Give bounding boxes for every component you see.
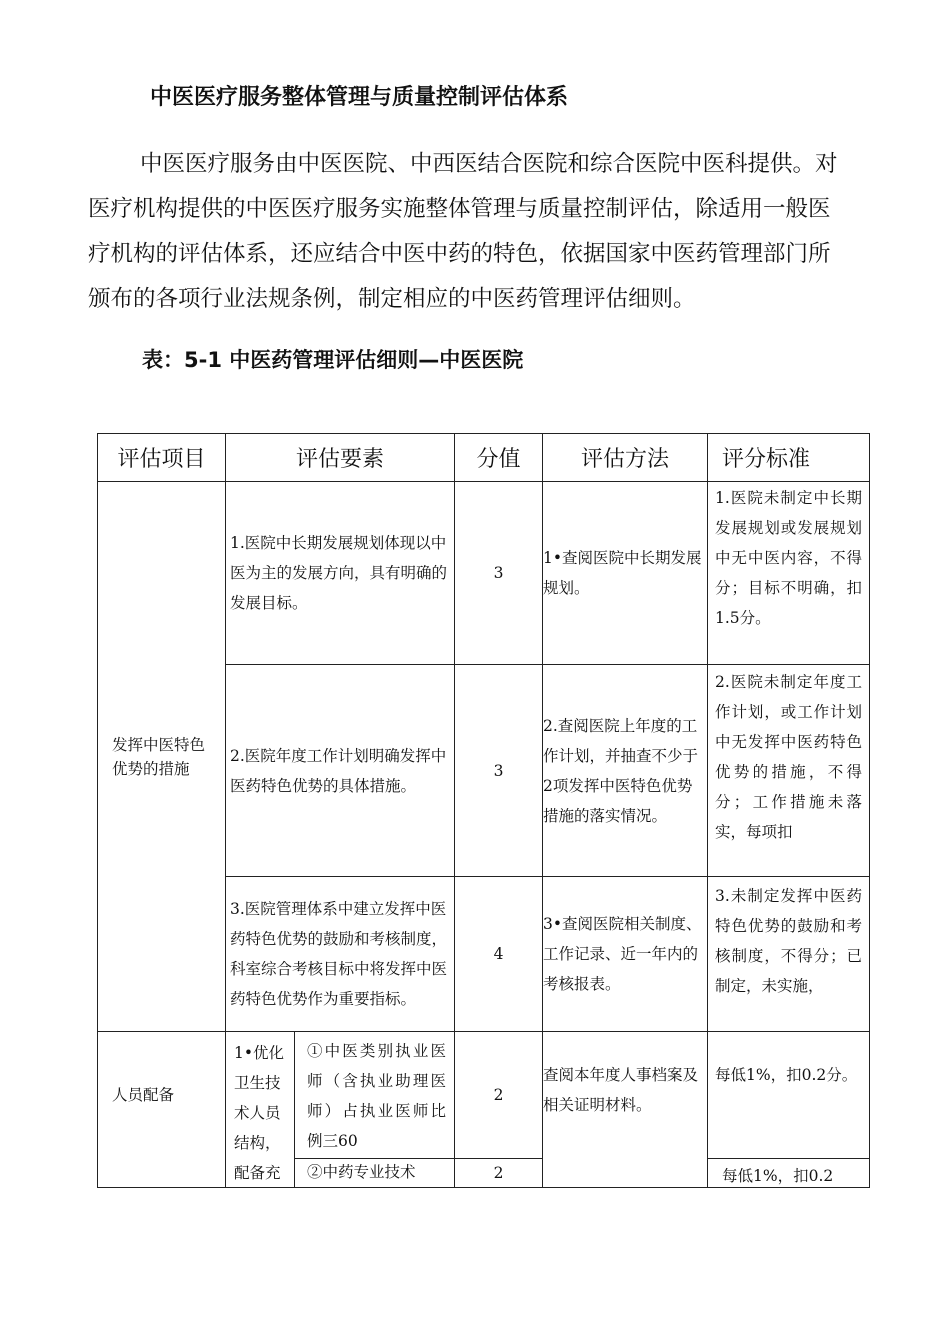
method-text: 查阅本年度人事档案及相关证明材料。	[543, 1066, 699, 1114]
element-main-cell	[226, 1032, 295, 1188]
score-cell: 2	[455, 1032, 543, 1159]
score-cell: 2	[455, 1159, 543, 1188]
standard-text: 每低1%，扣0.2	[722, 1167, 834, 1185]
method-cell	[543, 877, 708, 1032]
item-label: 人员配备	[112, 1085, 175, 1104]
standard-text: 每低1%，扣0.2分。	[715, 1066, 858, 1084]
standard-cell	[708, 1032, 870, 1159]
header-method: 评估方法	[543, 434, 708, 482]
evaluation-table	[97, 433, 870, 1188]
table-row	[98, 482, 870, 665]
standard-text: 2.医院未制定年度工作计划，或工作计划中无发挥中医药特色优势的措施，不得分；工作措施未落实，每项扣	[715, 673, 863, 841]
sub-element-text: ①中医类别执业医师（含执业助理医师）占执业医师比例三60	[307, 1042, 447, 1150]
item-cell	[98, 1032, 226, 1188]
intro-paragraph	[88, 142, 878, 322]
element-cell	[226, 877, 455, 1032]
method-cell	[543, 1032, 708, 1188]
header-standard: 评分标准	[708, 434, 870, 482]
header-item: 评估项目	[98, 434, 226, 482]
standard-cell	[708, 1159, 870, 1188]
paragraph-line: 颁布的各项行业法规条例，制定相应的中医药管理评估细则。	[88, 286, 696, 312]
method-text: 3•查阅医院相关制度、工作记录、近一年内的考核报表。	[543, 915, 702, 993]
paragraph-line: 中医医疗服务由中医医院、中西医结合医院和综合医院中医科提供。对	[140, 151, 838, 177]
table-row	[98, 1032, 870, 1159]
document-title: 中医医疗服务整体管理与质量控制评估体系	[150, 85, 569, 110]
standard-text: 1.医院未制定中长期发展规划或发展规划中无中医内容，不得分；目标不明确，扣1.5分。	[715, 489, 863, 627]
element-text: 3.医院管理体系中建立发挥中医药特色优势的鼓励和考核制度，科室综合考核目标中将发挥中医药特色优势作为重要指标。	[230, 900, 448, 1008]
method-text: 1•查阅医院中长期发展规划。	[543, 549, 702, 597]
method-text: 2.查阅医院上年度的工作计划，并抽查不少于2项发挥中医特色优势措施的落实情况。	[543, 716, 699, 825]
standard-cell	[708, 877, 870, 1032]
standard-cell	[708, 482, 870, 665]
standard-text: 3.未制定发挥中医药特色优势的鼓励和考核制度，不得分；已制定，未实施，	[715, 887, 863, 995]
element-cell	[226, 665, 455, 877]
element-text: 1.医院中长期发展规划体现以中医为主的发展方向，具有明确的发展目标。	[230, 534, 448, 612]
paragraph-line: 疗机构的评估体系，还应结合中医中药的特色，依据国家中医药管理部门所	[88, 241, 831, 267]
element-text: 2.医院年度工作计划明确发挥中医药特色优势的具体措施。	[230, 746, 447, 795]
standard-cell	[708, 665, 870, 877]
table-caption: 表：5-1 中医药管理评估细则—中医医院	[142, 348, 524, 372]
method-cell	[543, 482, 708, 665]
score-cell: 3	[455, 665, 543, 877]
paragraph-line: 医疗机构提供的中医医疗服务实施整体管理与质量控制评估，除适用一般医	[88, 196, 831, 222]
element-main-text: 1•优化卫生技术人员结构，配备充	[234, 1044, 285, 1182]
score-cell: 4	[455, 877, 543, 1032]
method-cell	[543, 665, 708, 877]
element-cell	[226, 482, 455, 665]
header-score: 分值	[455, 434, 543, 482]
sub-element-cell	[295, 1032, 455, 1159]
sub-element-cell	[295, 1159, 455, 1188]
table-header-row	[98, 434, 870, 482]
score-cell: 3	[455, 482, 543, 665]
item-cell	[98, 482, 226, 1032]
sub-element-text: ②中药专业技术	[307, 1163, 416, 1181]
header-element: 评估要素	[226, 434, 455, 482]
item-label: 发挥中医特色 优势的措施	[112, 735, 206, 778]
